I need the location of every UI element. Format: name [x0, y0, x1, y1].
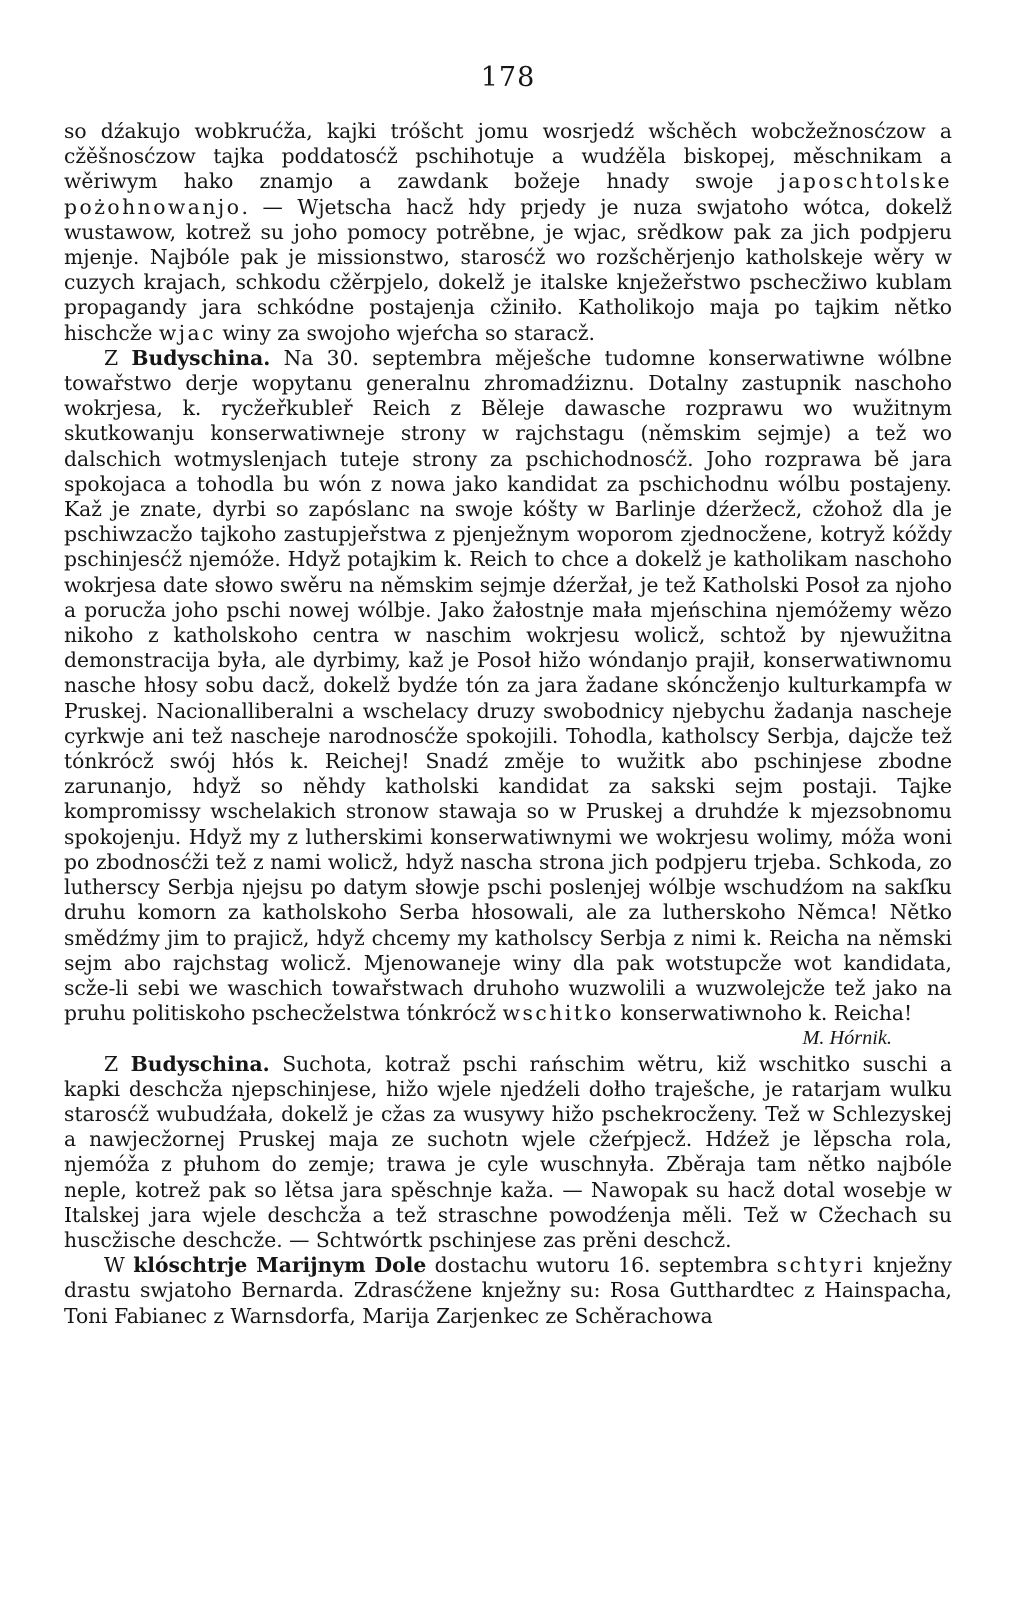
- text-run: Z: [104, 1051, 131, 1076]
- page-number: 178: [480, 62, 536, 93]
- spaced-run: schtyri: [776, 1253, 865, 1278]
- spaced-run: japoschtolske pożohnowanjo: [64, 169, 952, 219]
- spaced-run: wjac: [158, 320, 216, 345]
- paragraph: [64, 346, 952, 1052]
- text-run: Z: [104, 345, 132, 370]
- heading-run: Budyschina.: [131, 345, 271, 370]
- text-run: . — Wjetscha hacž hdy prjedy je nuza swjatoho wótca, dokelž wustawow, kotrež su joho pomocy potrěbne, je wjac, srědkow pak za jich podpjeru mjenje. Najbóle pak je missionstwo, starosćž wo rozšchěrjenjo katholskeje wěry w cuzych krajach, schkodu cžěrpjelo, dokelž je italske knježeřstwo pschecžiwo kublam propagandy jara schkódne postajenja cžiniło. Katholikojo maja po tajkim nětko hischcže: [64, 194, 952, 345]
- paragraph: [64, 119, 952, 346]
- text-run: Na 30. septembra měješche tudomne konserwatiwne wólbne towařstwo derje wopytanu generalnu zhromadźiznu. Dotalny zastupnik naschoho wokrjesa, k. rycžeřkubleř Reich z Bělejе dawasche rozprawu wo wužitnym skutkowanju konserwatiwneje strony w rajchstagu (němskim sejmje) a tež wo dalschich wotmyslenjach tuteje strony za pschichodnosćž. Joho rozprawa bě jara spokojaca a tohodla bu wón z nowa jako kandidat za pschichodnu wólbu postajeny. Kaž je znate, dyrbi so zapóslanc na swoje kóšty w Barlinje dźeržecž, cžohož dla je pschiwzacžo tajkoho zastupjeřstwa z pjenježnym woporom zjednocžene, kotryž kóždy pschinjesćž njemóže. Hdyž potajkim k. Reich to chce a dokelž je katholikam naschoho wokrjesa date słowo swěru na němskim sejmje dźeržał, je tež Katholski Posoł za njoho a porucža joho pschi nowej wólbje. Jako žałostnje mała mjeńschina njemóžemy wězo nikoho z katholskoho centra w naschim wokrjesu wolicž, schtož by njewužitna demonstracija była, ale dyrbimy, kaž je Posoł hižo wóndanjo prajił, konserwatiwnomu nasche hłosy sobu dacž, dokelž bydźe tón za jara žadane skóncženjo kulturkampfa w Pruskej. Nacionalliberalni a wschelacy druzy swobodnicy njebychu žadanja naschеje cyrkwje ani tež naschеje narodnosćže spokojili. Tohodla, katholscy Serbja, dajcže tež tónkrócž swój hłós k. Reichej! Snadź změje to wužitk abo pschinjese zbodne zarunanjo, hdyž so něhdy katholski kandidat za sakski sejm postaji. Tajke kompromissy wschelakich stronow stawaja so w Pruskej a druhdźe k mjezsobnomu spokojenju. Hdyž my z lutherskimi konserwatiwnymi we wokrjesu wolimy, móža woni po zbodnosćži tež z nami wolicž, hdyž nascha strona jich podpjeru trjeba. Schkoda, zo lutherscy Serbja njejsu po datym słowje pschi poslenjej wólbje wschudźom na sakſku druhu komorn za katholskoho Serba hłosowali, ale za lutherskoho Němca! Nětko smědźmy jim to prajicž, hdyž chcemy my katholscy Serbja z nimi k. Reicha na němski sejm abo rajchstag wolicž. Mjenowaneje winy dla pak wotstupcže wot kandidata, scže-li sebi we waschich towařstwach druhoho wuzwolili a wuzwolejcže tež jako na pruhu politiskoho pschecželstwa tónkrócž: [64, 345, 952, 1026]
- heading-run: Budyschina.: [130, 1051, 270, 1076]
- text-run: knježny drastu swjatoho Bernarda. Zdrasćžene knježny su: Rosa Gutthardtec z Hainspacha, Toni Fabianec z Warnsdorfa, Marija Zarjenkec ze Schěrachowa: [64, 1253, 953, 1328]
- heading-run: klóschtrje Marijnym Dole: [133, 1253, 427, 1278]
- text-run: W: [104, 1253, 134, 1278]
- page: [64, 62, 952, 1329]
- paragraph: [64, 1052, 952, 1254]
- body-text: [64, 119, 952, 1329]
- text-run: Suchota, kotraž pschi rańschim wětru, kiž wschitko suschi a kapki deschcža njepschinjese, hižo wjele njedźeli dołho traješche, je ratarjam wulku starosćž wubudźała, dokelž je cžas za wusywy hižo pschekrocženy. Tež w Schlezyskej a nawjecžornej Pruskej maja ze suchotn wjele cžeŕpjecž. Hdźež je lěpscha rola, njemóža z płuhom do zemje; trawa je cyle wuschnyła. Zběraja tam nětko najbóle neple, kotrež pak so lětsa jara spěschnje kaža. — Nawopak su hacž dotal wosebje w Italskej jara wjele deschcža a tež straschne powodźenja měli. Tež w Cžechach su huscžische deschcže. — Schtwórtk pschinjese zas prěni deschcž.: [64, 1051, 952, 1252]
- spaced-run: wschitko: [502, 1001, 614, 1026]
- paragraph: [64, 1253, 952, 1329]
- text-run: konserwatiwnoho k. Reicha!: [613, 1001, 913, 1026]
- text-run: so dźakujo wobkrućža, kajki tróšcht jomu wosrjedź wšchěch wobcžežnosćzow a cžěšnosćzow tajka poddatosćž pschihotuje a wudźěla biskopej, měschnikam a wěriwym hako znamjo a zawdank božeje hnady swoje: [64, 119, 952, 194]
- signature: M. Hórnik.: [802, 1027, 892, 1050]
- text-run: dostachu wutoru 16. septembra: [426, 1253, 777, 1278]
- text-run: winy za swojoho wjeŕcha so staracž.: [215, 320, 595, 345]
